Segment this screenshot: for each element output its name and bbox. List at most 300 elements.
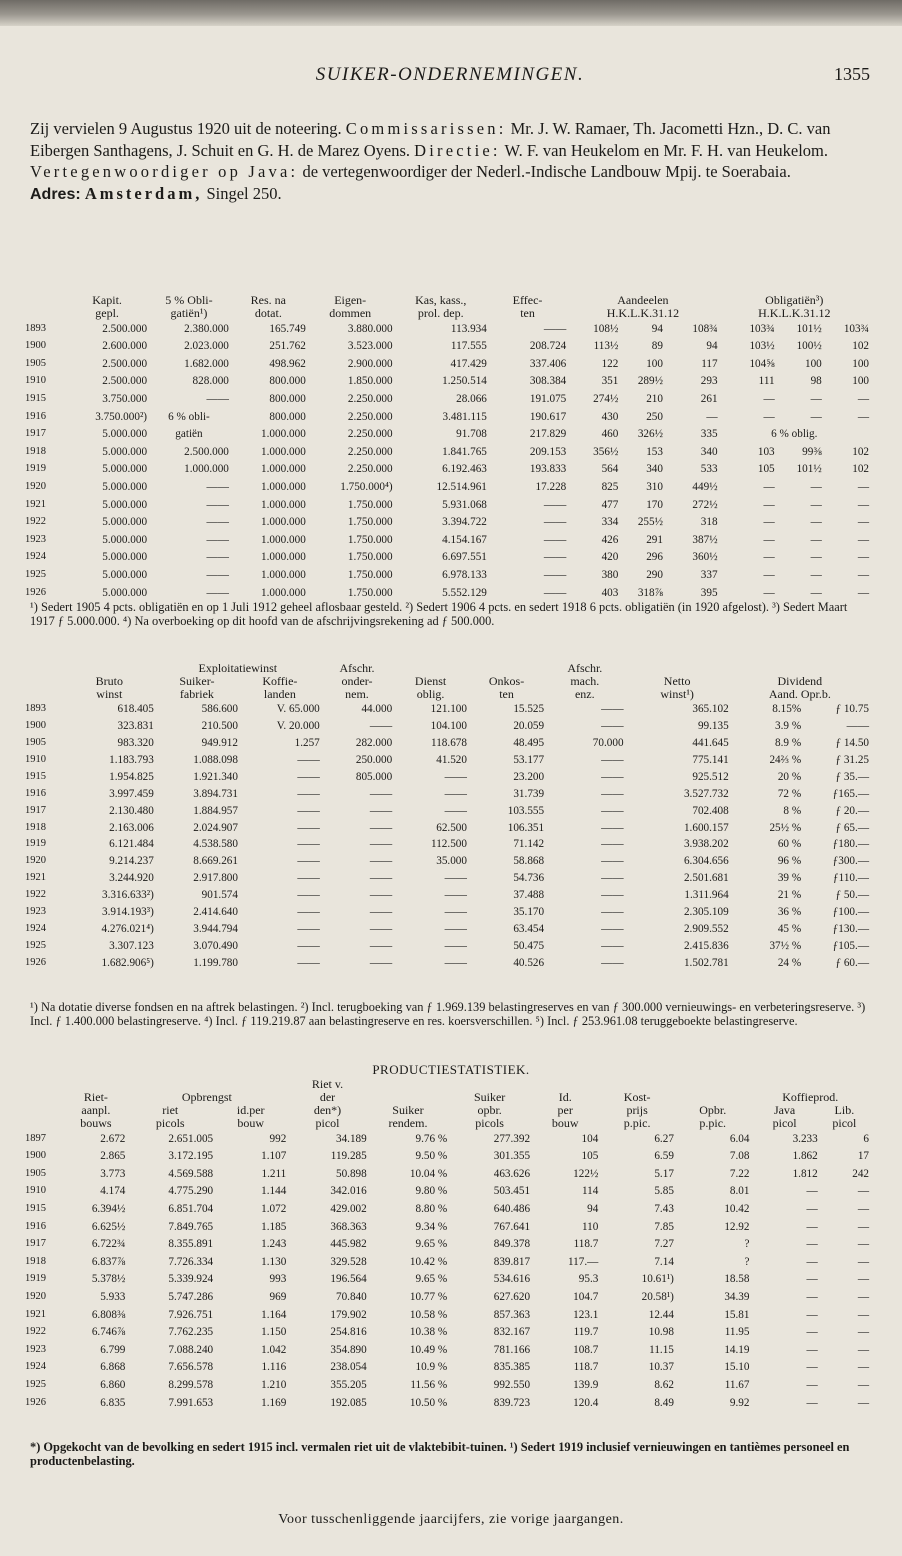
header-cell: gepl. [95, 307, 119, 320]
table-cell: — [857, 1203, 869, 1216]
table-row [24, 1253, 870, 1271]
table-cell: 139.9 [573, 1379, 599, 1391]
table-cell: —— [601, 821, 624, 834]
table-cell: gatiën [175, 428, 203, 441]
header-cell: winst [96, 688, 123, 701]
table-cell: 40.526 [513, 956, 545, 969]
production-table-head [24, 1078, 870, 1130]
table-cell: 5.552.129 [442, 586, 487, 599]
table-cell: 1.183.793 [109, 754, 154, 767]
table-cell: 110 [581, 1220, 599, 1233]
header-cell: picol [772, 1117, 797, 1130]
table-cell: ƒ 31.25 [835, 754, 869, 767]
table-cell: 3.527.732 [683, 787, 729, 800]
balance-table [24, 294, 870, 602]
table-cell: 1.954.825 [109, 770, 154, 783]
table-cell: 39 % [777, 872, 802, 885]
table-cell: 255½ [637, 516, 663, 529]
table-cell: 1.000.000 [261, 463, 306, 476]
row-year: 1893 [25, 703, 46, 715]
header-cell: prol. dep. [417, 307, 464, 320]
table-cell: 293 [700, 375, 718, 388]
table-cell: 6.59 [654, 1150, 674, 1163]
table-cell: —— [601, 956, 624, 969]
row-year: 1918 [25, 1255, 46, 1267]
table-row [24, 853, 870, 870]
table-cell: V. 20.000 [276, 720, 320, 733]
header-cell: Bruto [95, 675, 123, 688]
header-cell: Kapit. [92, 294, 122, 307]
table-cell: —— [369, 956, 393, 969]
table-cell: 165.749 [269, 322, 306, 335]
row-year: 1920 [25, 855, 46, 867]
table-cell: 3.394.722 [442, 516, 487, 529]
table-cell: 426 [601, 533, 619, 546]
table-cell: 11.95 [724, 1326, 750, 1339]
header-cell: ten [520, 307, 535, 320]
table-cell: —— [601, 939, 624, 952]
directie-names: W. F. van Heukelom en Mr. F. H. van Heukelom. [504, 140, 829, 160]
table-cell: 449½ [692, 481, 718, 494]
table-cell: 5.378½ [91, 1273, 126, 1286]
table-cell: — [706, 410, 718, 423]
table-cell: — [806, 1308, 818, 1321]
header-cell [393, 662, 468, 675]
table-cell: 365.102 [692, 703, 729, 716]
header-cell: Lib. [834, 1104, 855, 1117]
table-cell: 1.210 [261, 1379, 287, 1391]
table-row [24, 514, 870, 532]
table-cell: 839.723 [493, 1396, 531, 1409]
table-cell: 96 % [777, 855, 802, 868]
row-year: 1917 [25, 428, 46, 440]
table-cell: —— [369, 821, 393, 834]
table-cell: 3.070.490 [193, 939, 238, 952]
table-cell: — [763, 586, 775, 599]
production-header-row-1 [24, 1078, 870, 1091]
table-cell: ƒ 10.75 [835, 703, 869, 716]
table-cell: 337.406 [529, 357, 567, 370]
row-year: 1924 [25, 922, 46, 934]
table-cell: 993 [269, 1273, 287, 1286]
table-cell: 6.868 [100, 1361, 126, 1374]
table-cell: ? [744, 1238, 750, 1251]
row-year: 1924 [25, 551, 46, 563]
table-cell: 94 [651, 322, 663, 335]
header-cell [625, 662, 730, 675]
table-cell: —— [444, 787, 467, 800]
table-cell: — [857, 1343, 869, 1356]
table-cell: ƒ 14.50 [835, 737, 869, 750]
production-header-row-4 [24, 1117, 870, 1130]
table-cell: —— [297, 889, 320, 902]
table-cell: 445.982 [330, 1238, 367, 1251]
table-cell: 251.762 [269, 340, 306, 353]
header-cell [24, 307, 66, 320]
table-cell: 992 [269, 1132, 287, 1145]
table-cell: 5.17 [654, 1167, 674, 1180]
table-cell: 9.65 % [415, 1273, 448, 1286]
table-cell: 63.454 [513, 922, 545, 935]
balance-header-row-2 [24, 307, 870, 320]
table-cell: 3.307.123 [109, 939, 154, 952]
table-cell: — [857, 586, 869, 599]
table-cell: — [857, 1326, 869, 1339]
table-cell: 100 [852, 375, 869, 388]
table-cell: 2.130.480 [109, 804, 154, 817]
row-year: 1923 [25, 1343, 46, 1355]
table-row [24, 373, 870, 391]
row-year: 1910 [25, 1185, 46, 1197]
table-cell: — [857, 1238, 869, 1251]
table-cell: 6.27 [654, 1132, 674, 1145]
table-row [24, 887, 870, 904]
table-cell: 2.600.000 [102, 340, 148, 353]
table-cell: 254.816 [330, 1326, 367, 1339]
header-cell: 5 % Obli- [165, 294, 213, 307]
table-row [24, 390, 870, 408]
table-row [24, 802, 870, 819]
table-row [24, 1288, 870, 1306]
table-cell: 640.486 [493, 1203, 531, 1216]
company-intro [30, 118, 872, 205]
header-cell [24, 1117, 65, 1130]
table-cell: 839.817 [493, 1255, 531, 1268]
table-cell: 14.19 [724, 1343, 750, 1356]
table-cell: 9.50 % [415, 1150, 448, 1163]
table-cell: ƒ100.— [832, 906, 869, 919]
table-cell: 1.072 [261, 1203, 287, 1216]
table-cell: 10.58 % [409, 1308, 448, 1321]
table-cell: 34.189 [335, 1132, 367, 1145]
row-year: 1915 [25, 1203, 46, 1215]
table-cell: 7.726.334 [168, 1255, 214, 1268]
table-cell: ƒ130.— [832, 922, 869, 935]
table-cell: 7.85 [654, 1220, 674, 1233]
table-cell: 2.500.000 [184, 445, 229, 458]
table-cell: —— [206, 516, 229, 529]
table-cell: —— [543, 551, 567, 564]
row-year: 1919 [25, 838, 46, 850]
table-cell: 114 [581, 1185, 599, 1198]
table-cell: — [763, 533, 775, 546]
row-year: 1923 [25, 906, 46, 918]
table-cell: 170 [646, 498, 663, 511]
header-cell: per [557, 1104, 573, 1117]
table-cell: 119.285 [330, 1150, 367, 1163]
table-cell: 2.414.640 [193, 906, 238, 919]
table-cell: —— [369, 787, 393, 800]
header-cell: H.K.L.K.31.12 [606, 307, 680, 320]
table-cell: ƒ110.— [833, 872, 869, 885]
table-cell: 1.000.000 [261, 481, 306, 494]
table-cell: — [806, 1185, 818, 1198]
table-cell: 6.625½ [91, 1220, 126, 1233]
table-cell: —— [297, 754, 320, 767]
table-cell: 627.620 [493, 1291, 531, 1304]
table-cell: 6.837⅞ [91, 1255, 126, 1268]
table-cell: 272½ [692, 498, 718, 511]
table-row [24, 549, 870, 567]
delisting-note: Zij vervielen 9 Augustus 1920 uit de noteering. [30, 119, 342, 138]
table-cell: 9.214.237 [109, 855, 154, 868]
table-cell: 380 [601, 569, 619, 581]
table-cell: ? [744, 1255, 750, 1268]
header-cell: prijs [626, 1104, 648, 1117]
table-cell: —— [444, 922, 467, 935]
table-cell: 12.514.961 [436, 481, 487, 494]
table-cell: —— [846, 720, 869, 733]
row-year: 1897 [25, 1132, 46, 1144]
table-cell: 1.116 [261, 1361, 287, 1374]
table-cell: 71.142 [513, 838, 545, 851]
table-cell: 2.023.000 [184, 340, 229, 353]
table-cell: 3.938.202 [683, 838, 729, 851]
table-cell: 100 [852, 357, 869, 370]
table-cell: —— [206, 569, 229, 581]
table-cell: 105 [757, 463, 775, 476]
production-footnotes [30, 1440, 872, 1468]
table-cell: —— [369, 922, 393, 935]
row-year: 1900 [25, 1150, 46, 1162]
table-cell: 949.912 [201, 737, 238, 750]
table-cell: — [806, 1326, 818, 1339]
table-cell: 31.739 [513, 787, 545, 800]
table-cell: 368.363 [330, 1220, 367, 1233]
row-year: 1922 [25, 1326, 46, 1338]
table-cell: 318 [700, 516, 718, 529]
header-cell: Eigen- [334, 294, 367, 307]
header-cell: Suiker- [179, 675, 215, 688]
table-cell: 3.172.195 [168, 1150, 214, 1163]
table-cell: 20.58¹) [641, 1291, 674, 1304]
table-cell: 351 [601, 375, 619, 388]
table-cell: 113.934 [450, 322, 487, 335]
table-cell: — [763, 393, 775, 406]
table-cell: — [763, 481, 775, 494]
table-cell: 11.15 [649, 1343, 674, 1356]
table-cell: 103¾ [749, 322, 775, 335]
table-cell: 6 % oblig. [771, 428, 818, 441]
table-cell: 5.000.000 [102, 498, 148, 511]
table-cell: 9.80 % [415, 1185, 448, 1198]
header-cell [24, 294, 66, 307]
table-cell: 1.750.000 [347, 551, 393, 564]
header-cell: fabriek [179, 688, 214, 701]
header-cell: id.per [236, 1104, 265, 1117]
table-cell: 100 [646, 357, 663, 370]
header-cell: Kost- [623, 1091, 651, 1104]
table-cell: 5.747.286 [168, 1291, 214, 1304]
table-cell: —— [601, 720, 624, 733]
table-cell: 5.000.000 [102, 533, 148, 546]
header-cell: riet [162, 1104, 179, 1117]
table-cell: — [810, 533, 822, 546]
table-cell: 101½ [796, 322, 822, 335]
table-cell: 3.9 % [775, 720, 802, 733]
table-cell: 50.475 [513, 939, 545, 952]
table-cell: 112.500 [431, 838, 467, 851]
table-cell: 103 [757, 445, 775, 458]
header-cell [24, 1078, 65, 1091]
table-cell: 1.243 [261, 1238, 287, 1251]
running-title: SUIKER-ONDERNEMINGEN. [315, 64, 585, 85]
header-cell: Koffie- [262, 675, 298, 688]
table-cell: 1.199.780 [193, 956, 238, 969]
table-cell: 99⅜ [802, 445, 822, 458]
row-year: 1905 [25, 737, 46, 749]
table-cell: 190.617 [529, 410, 567, 423]
table-cell: — [857, 1255, 869, 1268]
table-cell: —— [206, 481, 229, 494]
header-cell [214, 1078, 287, 1091]
header-cell: p.pic. [623, 1117, 651, 1130]
table-cell: 102 [852, 463, 869, 476]
table-cell: 17 [857, 1150, 869, 1163]
table-cell: 7.43 [654, 1203, 674, 1216]
table-cell: 1.130 [261, 1255, 287, 1268]
table-cell: 4.775.290 [168, 1185, 214, 1198]
row-year: 1925 [25, 569, 46, 580]
table-cell: — [806, 1220, 818, 1233]
table-cell: 191.075 [529, 393, 567, 406]
table-cell: —— [297, 939, 320, 952]
table-cell: 1.000.000 [261, 445, 306, 458]
table-cell: ƒ 35.— [835, 770, 869, 783]
table-cell: — [763, 516, 775, 529]
table-cell: 1.750.000 [347, 516, 393, 529]
header-cell: picols [155, 1117, 185, 1130]
table-cell: 7.08 [729, 1150, 750, 1163]
table-cell: 318⅞ [637, 586, 663, 599]
table-cell: 10.04 % [409, 1167, 448, 1180]
header-cell: Obligatiën³) [765, 294, 824, 307]
table-cell: — [857, 1185, 869, 1198]
table-cell: 6 % obli- [168, 410, 210, 423]
table-cell: 10.38 % [409, 1326, 448, 1339]
header-cell [599, 1078, 675, 1091]
row-year: 1916 [25, 787, 46, 799]
table-cell: — [806, 1203, 818, 1216]
table-cell: 12.92 [724, 1220, 750, 1233]
table-cell: 6.808⅜ [91, 1308, 126, 1321]
table-cell: 60 % [777, 838, 802, 851]
table-cell: 217.829 [529, 428, 567, 441]
header-cell: H.K.L.K.31.12 [758, 307, 831, 320]
table-cell: — [806, 1255, 818, 1268]
table-cell: ƒ300.— [832, 855, 869, 868]
table-cell: 1.502.781 [683, 956, 729, 969]
table-cell: 387½ [692, 533, 718, 546]
table-cell: 250.000 [355, 754, 393, 767]
table-cell: —— [601, 872, 624, 885]
table-cell: 6.722¾ [91, 1238, 126, 1251]
table-cell: 101½ [796, 463, 822, 476]
table-cell: 1.042 [261, 1343, 287, 1356]
adres-city: Amsterdam, [84, 183, 203, 203]
table-cell: 8.80 % [415, 1203, 448, 1216]
table-row [24, 1148, 870, 1166]
row-year: 1920 [25, 1291, 46, 1303]
row-year: 1924 [25, 1361, 46, 1373]
label-directie: Directie: [414, 140, 501, 160]
row-year: 1905 [25, 357, 46, 369]
table-cell: 4.276.021⁴) [101, 922, 154, 935]
table-cell: —— [601, 754, 624, 767]
table-cell: 2.250.000 [347, 428, 393, 441]
table-cell: 901.574 [201, 889, 238, 902]
table-cell: —— [601, 770, 624, 783]
table-cell: — [857, 569, 869, 581]
table-cell: 534.616 [493, 1273, 531, 1286]
table-cell: —— [601, 703, 624, 716]
header-cell: ten [499, 688, 514, 701]
table-cell: — [857, 393, 869, 406]
table-cell: 1.000.000 [261, 533, 306, 546]
table-cell: 1.211 [261, 1167, 287, 1180]
commissarissen-names: Mr. J. W. Ramaer, Th. Jacometti Hzn., D. C. van Eibergen Santhagens, J. Schuit en G. H. de Marez Oyens. [30, 119, 831, 160]
header-cell [675, 1078, 751, 1091]
table-cell: 1.884.957 [193, 804, 238, 817]
table-cell: 1.682.906⁵) [101, 956, 154, 969]
header-cell: bouws [80, 1117, 112, 1130]
table-cell: ƒ 65.— [835, 821, 869, 834]
header-cell: Kas, kass., [415, 294, 467, 307]
table-cell: 6.192.463 [442, 463, 487, 476]
table-cell: 6.697.551 [442, 551, 487, 564]
adres-label: Adres: [30, 185, 81, 203]
header-cell: Riet v. [311, 1078, 344, 1091]
table-cell: 94 [587, 1203, 599, 1216]
table-cell: —— [601, 855, 624, 868]
table-cell: 111 [758, 375, 775, 388]
table-cell: 291 [646, 533, 663, 546]
table-cell: 395 [700, 586, 718, 599]
table-row [24, 1236, 870, 1254]
table-cell: 5.000.000 [102, 516, 148, 529]
table-cell: 153 [646, 445, 663, 458]
table-cell: —— [601, 906, 624, 919]
header-cell: picol [832, 1117, 857, 1130]
header-cell [750, 1078, 818, 1091]
table-cell: 1.000.000 [261, 428, 306, 441]
table-cell: 781.166 [493, 1343, 531, 1356]
header-cell [368, 1091, 448, 1104]
table-cell: 10.42 [724, 1203, 750, 1216]
balance-footnotes [30, 600, 872, 628]
table-cell: 118.678 [431, 737, 467, 750]
table-cell: 3.750.000²) [95, 410, 148, 423]
table-cell: 5.933 [100, 1291, 126, 1304]
table-row [24, 921, 870, 938]
table-cell: —— [601, 889, 624, 902]
table-cell: 6.978.133 [442, 569, 487, 581]
table-cell: 1.750.000 [347, 498, 393, 511]
table-cell: 21 % [777, 889, 802, 902]
header-cell: landen [263, 688, 296, 701]
header-cell: Aand. Opr.b. [768, 688, 831, 701]
table-cell: —— [444, 906, 467, 919]
table-cell: 342.016 [330, 1185, 367, 1198]
profit-footnotes [30, 1000, 872, 1028]
table-cell: —— [297, 906, 320, 919]
table-cell: 1.750.000 [347, 533, 393, 546]
table-cell: — [763, 410, 775, 423]
header-cell: onder- [341, 675, 373, 688]
header-cell: Suiker [473, 1091, 506, 1104]
closing-note: Voor tusschenliggende jaarcijfers, zie vorige jaargangen. [278, 1512, 624, 1527]
table-cell: 208.724 [529, 340, 567, 353]
